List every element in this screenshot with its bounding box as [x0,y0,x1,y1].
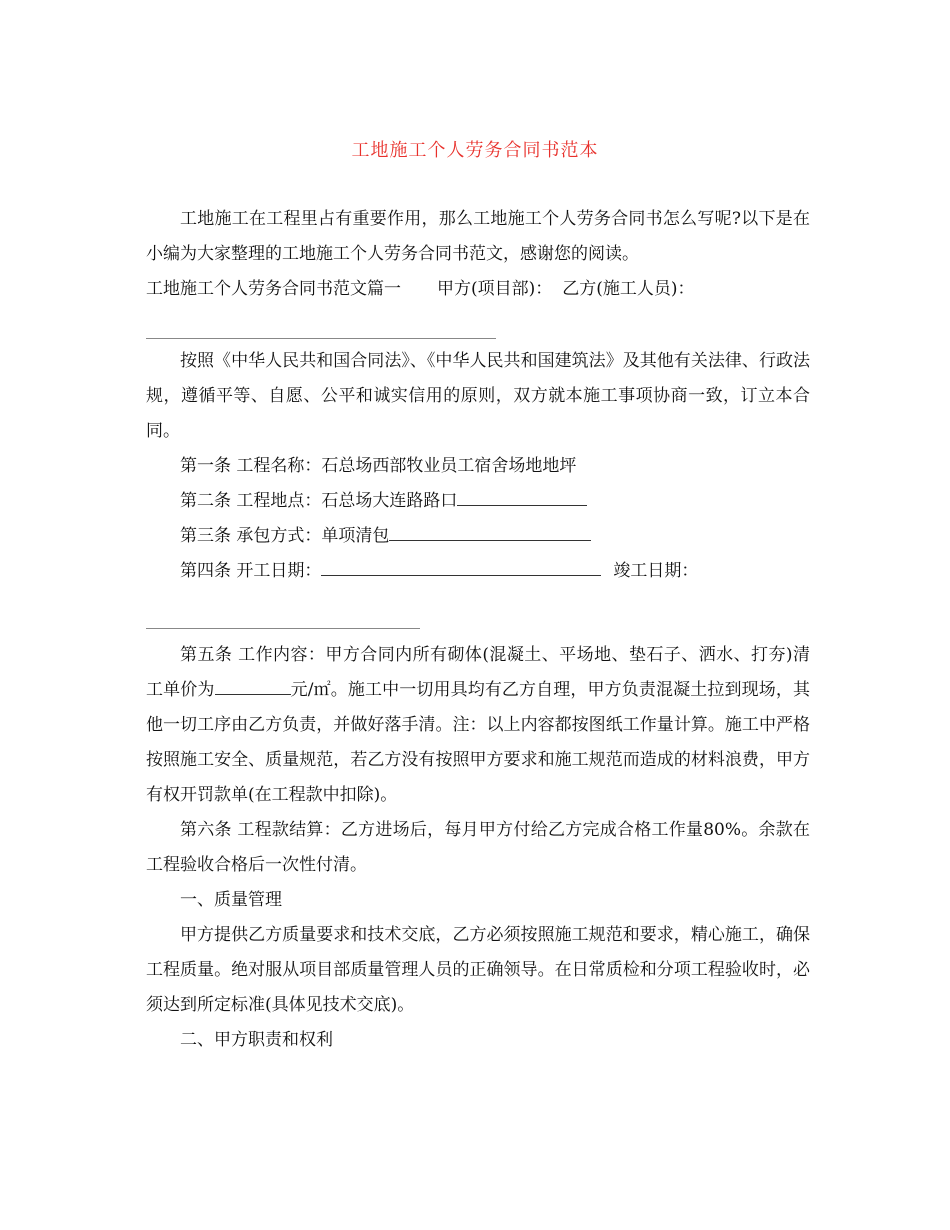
document-title: 工地施工个人劳务合同书范本 [351,140,599,161]
section-1-body: 甲方提供乙方质量要求和技术交底，乙方必须按照施工规范和要求，精心施工，确保工程质量。绝对服从项目部质量管理人员的正确领导。在日常质检和分项工程验收时，必须达到所定标准(具体见技术交底)。 [146,925,810,1015]
completion-date-rule [146,628,420,629]
article-2 [146,484,810,519]
start-date-blank [321,574,601,576]
section-1-heading: 一、质量管理 [180,890,282,910]
document-body-articles [146,344,810,589]
party-line [146,272,810,307]
sample-heading: 工地施工个人劳务合同书范文篇一 [146,279,401,299]
intro-paragraph: 工地施工在工程里占有重要作用，那么工地施工个人劳务合同书怎么写呢?以下是在小编为大家整理的工地施工个人劳务合同书范文，感谢您的阅读。 [146,209,810,264]
article-5-unit: 元/㎡ [290,680,331,700]
article-3-blank [389,539,591,541]
party-b-label: 乙方(施工人员)： [562,279,695,299]
article-1: 第一条 工程名称：石总场西部牧业员工宿舍场地地坪 [180,456,577,476]
article-2-text: 第二条 工程地点：石总场大连路路口 [180,491,458,511]
section-2-heading: 二、甲方职责和权利 [180,1030,333,1050]
article-3 [146,519,810,554]
article-3-text: 第三条 承包方式：单项清包 [180,526,390,546]
article-6: 第六条 工程款结算：乙方进场后，每月甲方付给乙方完成合格工作量80%。余款在工程验收合格后一次性付清。 [146,820,810,875]
article-2-blank [457,504,587,506]
article-5-part1: 第五条 工作内容：甲方合同内所有砌体(混凝土、平场地、垫石子、洒水、打夯)清工单价为 [146,645,810,700]
article-4-end: 竣工日期： [613,561,699,581]
party-a-label: 甲方(项目部)： [437,279,553,299]
document-body-top [146,202,810,307]
article-5-part2: 。施工中一切用具均有乙方自理，甲方负责混凝土拉到现场，其他一切工序由乙方负责，并做好落手清。注：以上内容都按图纸工作量计算。施工中严格按照施工安全、质量规范，若乙方没有按照甲方要求和施工规范而造成的材料浪费，甲方有权开罚款单(在工程款中扣除)。 [146,680,811,805]
article-4 [146,554,810,589]
signature-rule-parties [146,338,496,339]
article-4-start: 第四条 开工日期： [180,561,322,581]
unit-price-blank [215,693,291,695]
article-5 [146,638,810,813]
preamble-paragraph: 按照《中华人民共和国合同法》、《中华人民共和国建筑法》及其他有关法律、行政法规，遵循平等、自愿、公平和诚实信用的原则，双方就本施工事项协商一致，订立本合同。 [146,351,810,441]
document-body-bottom [146,638,810,1058]
